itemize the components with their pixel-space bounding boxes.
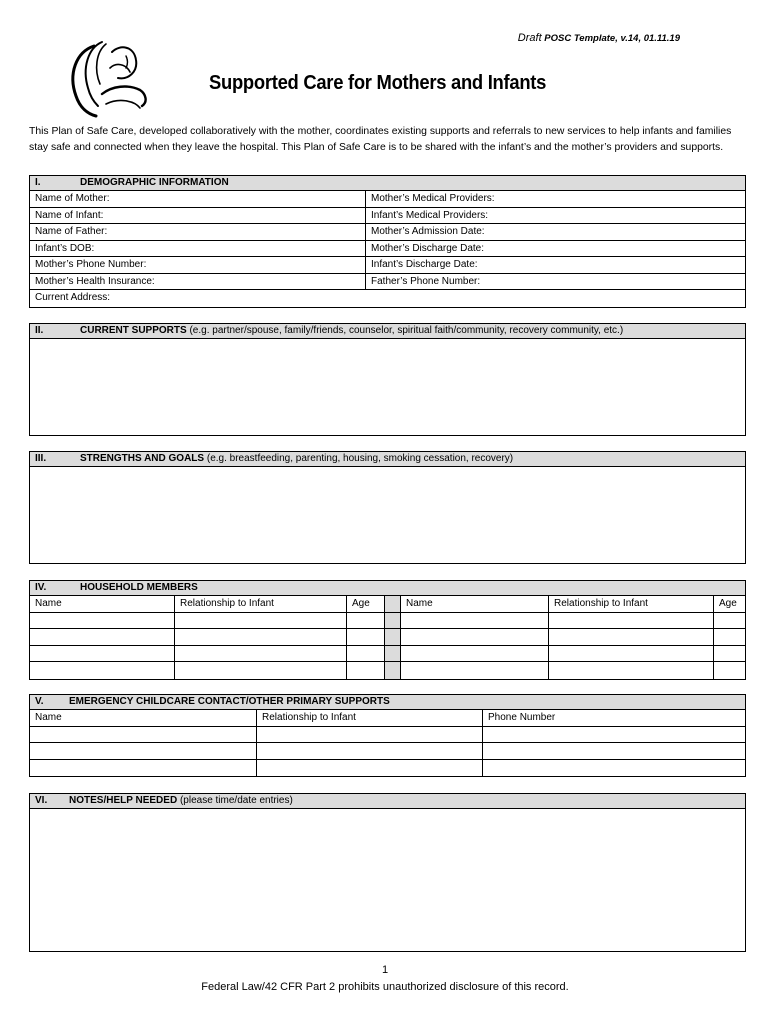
template-id: POSC Template, v.14, 01.11.19 [544, 33, 680, 44]
member-relationship-cell[interactable] [174, 629, 346, 645]
table-row [30, 613, 745, 630]
member-age-cell[interactable] [713, 629, 745, 645]
column-divider [384, 662, 400, 679]
father-name-field[interactable]: Name of Father: [35, 226, 108, 237]
section-header: III. STRENGTHS AND GOALS (e.g. breastfeeding, parenting, housing, smoking cessation, recovery) [30, 452, 745, 467]
infant-discharge-date-field[interactable]: Infant’s Discharge Date: [365, 257, 745, 273]
page-footer [0, 962, 770, 996]
table-row [30, 274, 745, 291]
table-row [30, 208, 745, 225]
column-header-age: Age [713, 596, 745, 612]
table-row [30, 629, 745, 646]
member-name-cell[interactable] [30, 646, 174, 662]
member-name-cell[interactable] [400, 629, 548, 645]
member-relationship-cell[interactable] [174, 662, 346, 679]
member-age-cell[interactable] [713, 613, 745, 629]
page-title: Supported Care for Mothers and Infants [209, 72, 547, 94]
member-age-cell[interactable] [346, 646, 384, 662]
column-divider [384, 629, 400, 645]
mother-insurance-field[interactable]: Mother’s Health Insurance: [35, 275, 155, 287]
mother-discharge-date-field[interactable]: Mother’s Discharge Date: [365, 241, 745, 257]
demographic-section [29, 175, 746, 308]
column-header-relationship: Relationship to Infant [256, 710, 482, 726]
contact-relationship-cell[interactable] [256, 743, 482, 759]
member-relationship-cell[interactable] [174, 646, 346, 662]
infant-name-field[interactable]: Name of Infant: [35, 209, 104, 221]
disclosure-notice: Federal Law/42 CFR Part 2 prohibits unauthorized disclosure of this record. [201, 981, 569, 993]
column-divider [384, 646, 400, 662]
notes-section [29, 793, 746, 952]
contact-relationship-cell[interactable] [256, 760, 482, 777]
mother-providers-field[interactable]: Mother’s Medical Providers: [365, 191, 745, 207]
current-supports-section [29, 323, 746, 436]
mother-name-field[interactable]: Name of Mother: [35, 193, 110, 204]
column-header-phone: Phone Number [482, 710, 745, 726]
strengths-goals-textarea[interactable] [30, 467, 745, 563]
column-header-relationship: Relationship to Infant [548, 596, 713, 612]
section-header: V. EMERGENCY CHILDCARE CONTACT/OTHER PRIMARY SUPPORTS [30, 695, 745, 710]
section-header: IV. HOUSEHOLD MEMBERS [30, 581, 745, 596]
section-hint: (e.g. partner/spouse, family/friends, counselor, spiritual faith/community, recovery community, etc.) [189, 325, 624, 336]
member-name-cell[interactable] [30, 629, 174, 645]
template-version [518, 32, 680, 44]
section-hint: (e.g. breastfeeding, parenting, housing, smoking cessation, recovery) [206, 453, 514, 464]
mother-infant-logo-icon [66, 38, 156, 118]
current-supports-textarea[interactable] [30, 339, 745, 435]
page-number: 1 [381, 964, 389, 976]
contact-phone-cell[interactable] [482, 727, 745, 743]
contact-phone-cell[interactable] [482, 743, 745, 759]
mother-phone-field[interactable]: Mother’s Phone Number: [35, 259, 147, 270]
household-members-section [29, 580, 746, 680]
section-header: VI. NOTES/HELP NEEDED (please time/date entries) [30, 794, 745, 809]
father-phone-field[interactable]: Father’s Phone Number: [365, 274, 745, 290]
contact-name-cell[interactable] [30, 760, 256, 777]
strengths-goals-section [29, 451, 746, 564]
table-row [30, 662, 745, 679]
emergency-contact-section [29, 694, 746, 777]
member-relationship-cell[interactable] [174, 613, 346, 629]
section-title: EMERGENCY CHILDCARE CONTACT/OTHER PRIMARY SUPPORTS [69, 696, 390, 707]
notes-textarea[interactable] [30, 809, 745, 951]
member-age-cell[interactable] [346, 629, 384, 645]
member-relationship-cell[interactable] [548, 629, 713, 645]
table-row [30, 257, 745, 274]
contact-relationship-cell[interactable] [256, 727, 482, 743]
member-name-cell[interactable] [400, 613, 548, 629]
intro-paragraph: This Plan of Safe Care, developed collaboratively with the mother, coordinates existing supports and referrals to new services to help infants and families stay safe and connected when they leave the hospital. This Plan of Safe Care is to be shared with the infant’s and the mother’s providers and supports. [29, 126, 732, 153]
member-relationship-cell[interactable] [548, 662, 713, 679]
current-address-field[interactable]: Current Address: [35, 292, 111, 303]
draft-label: Draft [517, 32, 542, 44]
infant-providers-field[interactable]: Infant’s Medical Providers: [365, 208, 745, 224]
section-title: CURRENT SUPPORTS [80, 325, 187, 336]
mother-admission-date-field[interactable]: Mother’s Admission Date: [365, 224, 745, 240]
table-row [30, 646, 745, 663]
section-title: HOUSEHOLD MEMBERS [80, 582, 198, 593]
table-row [30, 290, 745, 307]
contact-name-cell[interactable] [30, 743, 256, 759]
member-name-cell[interactable] [30, 662, 174, 679]
section-header: I. DEMOGRAPHIC INFORMATION [30, 176, 745, 191]
column-header-name: Name [35, 712, 62, 723]
column-divider [384, 596, 400, 612]
section-hint: (please time/date entries) [179, 795, 293, 806]
column-header-name: Name [400, 596, 548, 612]
table-row [30, 743, 745, 760]
member-age-cell[interactable] [346, 662, 384, 679]
member-age-cell[interactable] [346, 613, 384, 629]
infant-dob-field[interactable]: Infant’s DOB: [35, 242, 95, 254]
contact-name-cell[interactable] [30, 727, 256, 743]
section-title: NOTES/HELP NEEDED [69, 795, 178, 806]
table-row [30, 727, 745, 744]
table-row [30, 191, 745, 208]
table-row [30, 760, 745, 777]
table-row [30, 241, 745, 258]
table-row [30, 224, 745, 241]
column-divider [384, 613, 400, 629]
section-title: DEMOGRAPHIC INFORMATION [80, 177, 229, 188]
table-header-row [30, 596, 745, 613]
column-header-relationship: Relationship to Infant [174, 596, 346, 612]
contact-phone-cell[interactable] [482, 760, 745, 777]
member-relationship-cell[interactable] [548, 646, 713, 662]
table-header-row [30, 710, 745, 727]
section-title: STRENGTHS AND GOALS [80, 453, 205, 464]
member-age-cell[interactable] [713, 646, 745, 662]
member-name-cell[interactable] [400, 646, 548, 662]
member-name-cell[interactable] [30, 613, 174, 629]
section-header: II. CURRENT SUPPORTS (e.g. partner/spouse, family/friends, counselor, spiritual faith/community, recovery community, etc.) [30, 324, 745, 339]
member-relationship-cell[interactable] [548, 613, 713, 629]
member-age-cell[interactable] [713, 662, 745, 679]
column-header-age: Age [346, 596, 384, 612]
member-name-cell[interactable] [400, 662, 548, 679]
column-header-name: Name [35, 598, 62, 609]
